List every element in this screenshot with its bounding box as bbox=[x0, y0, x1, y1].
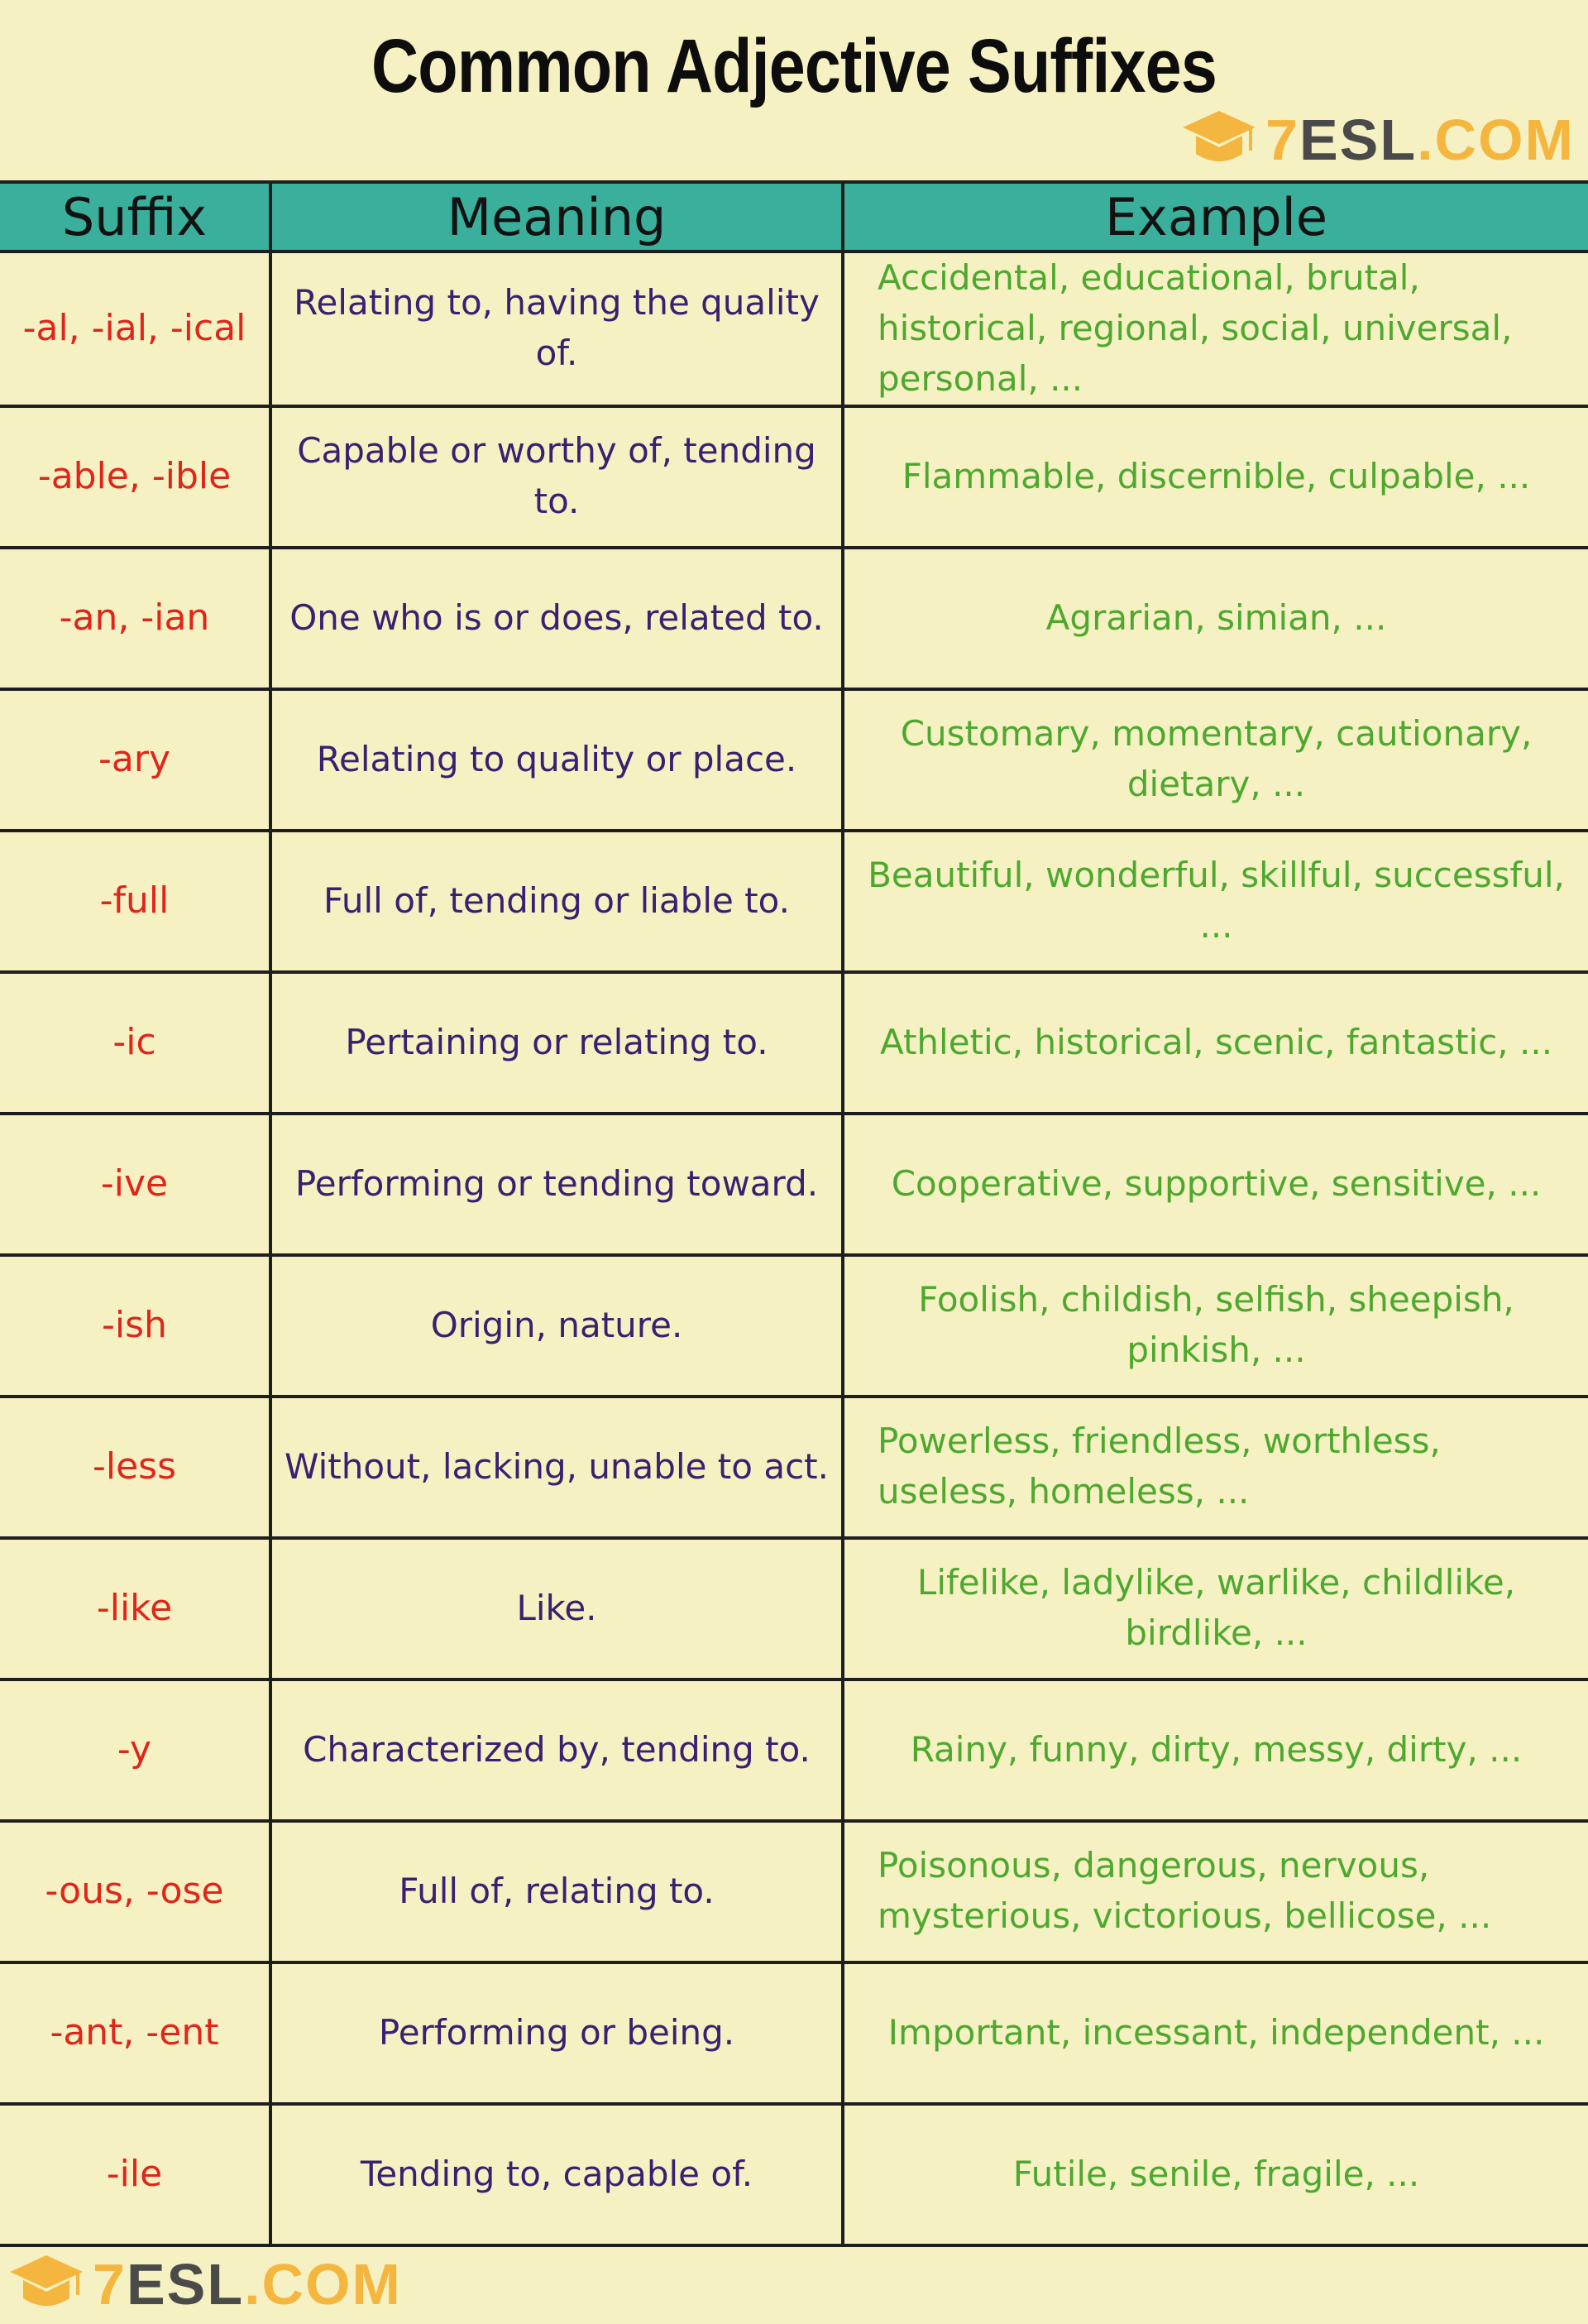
header-suffix: Suffix bbox=[0, 182, 270, 252]
suffix-cell: -ile bbox=[0, 2104, 270, 2245]
meaning-cell: Full of, relating to. bbox=[270, 1821, 843, 1962]
logo-wordmark bbox=[1265, 107, 1575, 173]
logo-accent: 7 bbox=[1265, 108, 1299, 172]
brand-logo bbox=[1181, 103, 1575, 177]
table-row bbox=[0, 252, 1588, 406]
meaning-cell: Characterized by, tending to. bbox=[270, 1680, 843, 1821]
suffix-cell: -an, -ian bbox=[0, 548, 270, 689]
meaning-cell: Full of, tending or liable to. bbox=[270, 831, 843, 972]
suffix-table bbox=[0, 180, 1588, 2247]
suffix-cell: -ic bbox=[0, 972, 270, 1114]
table-row bbox=[0, 1538, 1588, 1680]
suffix-cell: -y bbox=[0, 1680, 270, 1821]
logo-brand: ESL bbox=[1299, 108, 1418, 172]
table-row bbox=[0, 1255, 1588, 1397]
meaning-cell: Relating to, having the quality of. bbox=[270, 252, 843, 406]
example-cell: Beautiful, wonderful, skillful, successful, ... bbox=[843, 831, 1588, 972]
suffix-cell: -able, -ible bbox=[0, 406, 270, 548]
meaning-cell: Like. bbox=[270, 1538, 843, 1680]
suffix-cell: -like bbox=[0, 1538, 270, 1680]
table-row bbox=[0, 406, 1588, 548]
meaning-cell: Without, lacking, unable to act. bbox=[270, 1397, 843, 1538]
suffix-cell: -less bbox=[0, 1397, 270, 1538]
suffix-cell: -ish bbox=[0, 1255, 270, 1397]
example-cell: Futile, senile, fragile, ... bbox=[843, 2104, 1588, 2245]
meaning-cell: Performing or being. bbox=[270, 1962, 843, 2104]
suffix-cell: -ant, -ent bbox=[0, 1962, 270, 2104]
example-cell: Athletic, historical, scenic, fantastic, ... bbox=[843, 972, 1588, 1114]
table-row bbox=[0, 1397, 1588, 1538]
suffix-cell: -full bbox=[0, 831, 270, 972]
suffix-cell: -ary bbox=[0, 689, 270, 831]
table-row bbox=[0, 548, 1588, 689]
logo-accent: 7 bbox=[93, 2252, 127, 2317]
example-cell: Cooperative, supportive, sensitive, ... bbox=[843, 1114, 1588, 1255]
table-row bbox=[0, 972, 1588, 1114]
table-row bbox=[0, 1962, 1588, 2104]
logo-domain: .COM bbox=[244, 2252, 402, 2317]
table-row bbox=[0, 1821, 1588, 1962]
suffix-cell: -ous, -ose bbox=[0, 1821, 270, 1962]
meaning-cell: Performing or tending toward. bbox=[270, 1114, 843, 1255]
page-title: Common Adjective Suffixes bbox=[371, 24, 1217, 108]
example-cell: Flammable, discernible, culpable, ... bbox=[843, 406, 1588, 548]
example-cell: Powerless, friendless, worthless, useless, homeless, ... bbox=[843, 1397, 1588, 1538]
logo-wordmark bbox=[93, 2251, 402, 2317]
meaning-cell: Relating to quality or place. bbox=[270, 689, 843, 831]
meaning-cell: Pertaining or relating to. bbox=[270, 972, 843, 1114]
example-cell: Lifelike, ladylike, warlike, childlike, birdlike, ... bbox=[843, 1538, 1588, 1680]
meaning-cell: Origin, nature. bbox=[270, 1255, 843, 1397]
suffix-cell: -al, -ial, -ical bbox=[0, 252, 270, 406]
table-row bbox=[0, 2104, 1588, 2245]
logo-domain: .COM bbox=[1417, 108, 1575, 172]
example-cell: Accidental, educational, brutal, historical, regional, social, universal, personal, ... bbox=[843, 252, 1588, 406]
meaning-cell: One who is or does, related to. bbox=[270, 548, 843, 689]
table-row bbox=[0, 1680, 1588, 1821]
brand-logo-footer bbox=[8, 2247, 402, 2322]
table-header-row bbox=[0, 182, 1588, 252]
table-row bbox=[0, 831, 1588, 972]
example-cell: Rainy, funny, dirty, messy, dirty, ... bbox=[843, 1680, 1588, 1821]
table-row bbox=[0, 689, 1588, 831]
example-cell: Customary, momentary, cautionary, dietary, ... bbox=[843, 689, 1588, 831]
graduation-cap-icon bbox=[8, 2252, 84, 2317]
header-meaning: Meaning bbox=[270, 182, 843, 252]
graduation-cap-icon bbox=[1181, 108, 1257, 172]
meaning-cell: Tending to, capable of. bbox=[270, 2104, 843, 2245]
suffix-cell: -ive bbox=[0, 1114, 270, 1255]
header-example: Example bbox=[843, 182, 1588, 252]
example-cell: Foolish, childish, selfish, sheepish, pinkish, ... bbox=[843, 1255, 1588, 1397]
example-cell: Agrarian, simian, ... bbox=[843, 548, 1588, 689]
meaning-cell: Capable or worthy of, tending to. bbox=[270, 406, 843, 548]
table-row bbox=[0, 1114, 1588, 1255]
example-cell: Important, incessant, independent, ... bbox=[843, 1962, 1588, 2104]
logo-brand: ESL bbox=[126, 2252, 245, 2317]
example-cell: Poisonous, dangerous, nervous, mysterious, victorious, bellicose, ... bbox=[843, 1821, 1588, 1962]
